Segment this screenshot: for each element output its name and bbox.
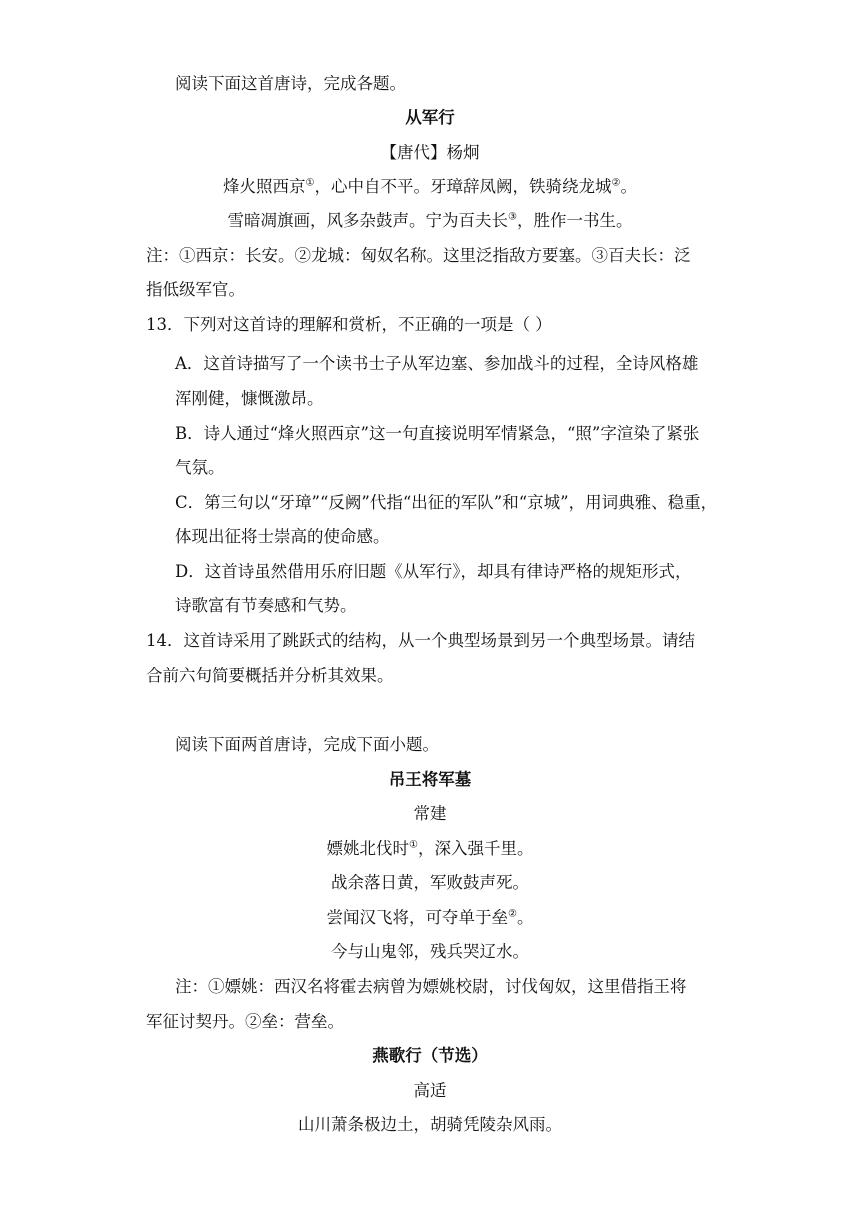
option-a-line-2: 浑刚健，慷慨激昂。	[175, 389, 324, 408]
poem2-line-2: 战余落日黄，军败鼓声死。	[331, 873, 529, 892]
option-b-line-2: 气氛。	[175, 458, 225, 477]
footnote-marker: ②	[611, 177, 621, 189]
passage2-intro: 阅读下面两首唐诗，完成下面小题。	[175, 735, 439, 754]
footnote-marker: ①	[305, 177, 315, 189]
footnote-marker: ①	[409, 839, 418, 851]
poem2-note-line-2: 军征讨契丹。②垒：营垒。	[146, 1012, 344, 1031]
option-c-line-2: 体现出征将士崇高的使命感。	[175, 527, 390, 546]
question-13-stem: 13．下列对这首诗的理解和赏析，不正确的一项是（ ）	[146, 315, 552, 334]
option-d-line-2: 诗歌富有节奏感和气势。	[175, 596, 357, 615]
footnote-marker: ②	[508, 908, 517, 920]
poem-note-line-1: 注：①西京：长安。②龙城：匈奴名称。这里泛指敌方要塞。③百夫长：泛	[146, 246, 691, 265]
poem-author: 【唐代】杨炯	[380, 143, 480, 162]
option-d-line-1: D．这首诗虽然借用乐府旧题《从军行》，却具有律诗严格的规矩形式，	[175, 562, 692, 581]
poem-line-1	[0, 175, 860, 199]
poem-line-text: ，深入强千里。	[417, 839, 534, 858]
poem-title: 从军行	[405, 108, 455, 127]
question-14-line-2: 合前六句简要概括并分析其效果。	[146, 666, 394, 685]
poem-line-text: ，胜作一书生。	[516, 211, 633, 230]
poem-line-text: 雪暗凋旗画，风多杂鼓声。宁为百夫长	[227, 211, 509, 230]
poem-line-text: ，心中自不平。牙璋辞凤阙，铁骑绕龙城	[314, 177, 612, 196]
poem2-note-line-1: 注：①嫖姚：西汉名将霍去病曾为嫖姚校尉，讨伐匈奴，这里借指王将	[175, 977, 687, 996]
poem2-line-1	[0, 837, 860, 861]
poem2-author: 常建	[413, 804, 447, 823]
poem3-line-1: 山川萧条极边土，胡骑凭陵杂风雨。	[298, 1115, 562, 1134]
question-14-line-1: 14．这首诗采用了跳跃式的结构，从一个典型场景到另一个典型场景。请结	[146, 631, 695, 650]
poem-line-text: 。	[620, 177, 637, 196]
poem-line-text: 烽火照西京	[223, 177, 306, 196]
option-b-line-1: B．诗人通过“烽火照西京”这一句直接说明军情紧急，“照”字渲染了紧张	[175, 424, 700, 443]
passage1-intro: 阅读下面这首唐诗，完成各题。	[175, 74, 406, 93]
poem-line-text: 嫖姚北伐时	[326, 839, 410, 858]
poem3-author: 高适	[413, 1081, 447, 1100]
option-a-line-1: A．这首诗描写了一个读书士子从军边塞、参加战斗的过程，全诗风格雄	[175, 354, 699, 373]
poem-line-text: 尝闻汉飞将，可夺单于垒	[326, 908, 509, 927]
poem3-title: 燕歌行（节选）	[372, 1046, 488, 1065]
poem2-line-4: 今与山鬼邻，残兵哭辽水。	[331, 942, 529, 961]
footnote-marker: ③	[508, 211, 517, 223]
poem2-title: 吊王将军墓	[388, 770, 472, 789]
poem2-line-3	[0, 906, 860, 930]
poem-line-text: 。	[516, 908, 534, 927]
poem-line-2	[0, 209, 860, 233]
poem-note-line-2: 指低级军官。	[146, 280, 245, 299]
option-c-line-1: C．第三句以“牙璋”“反阙”代指“出征的军队”和“京城”，用词典雅、稳重，	[175, 493, 718, 512]
